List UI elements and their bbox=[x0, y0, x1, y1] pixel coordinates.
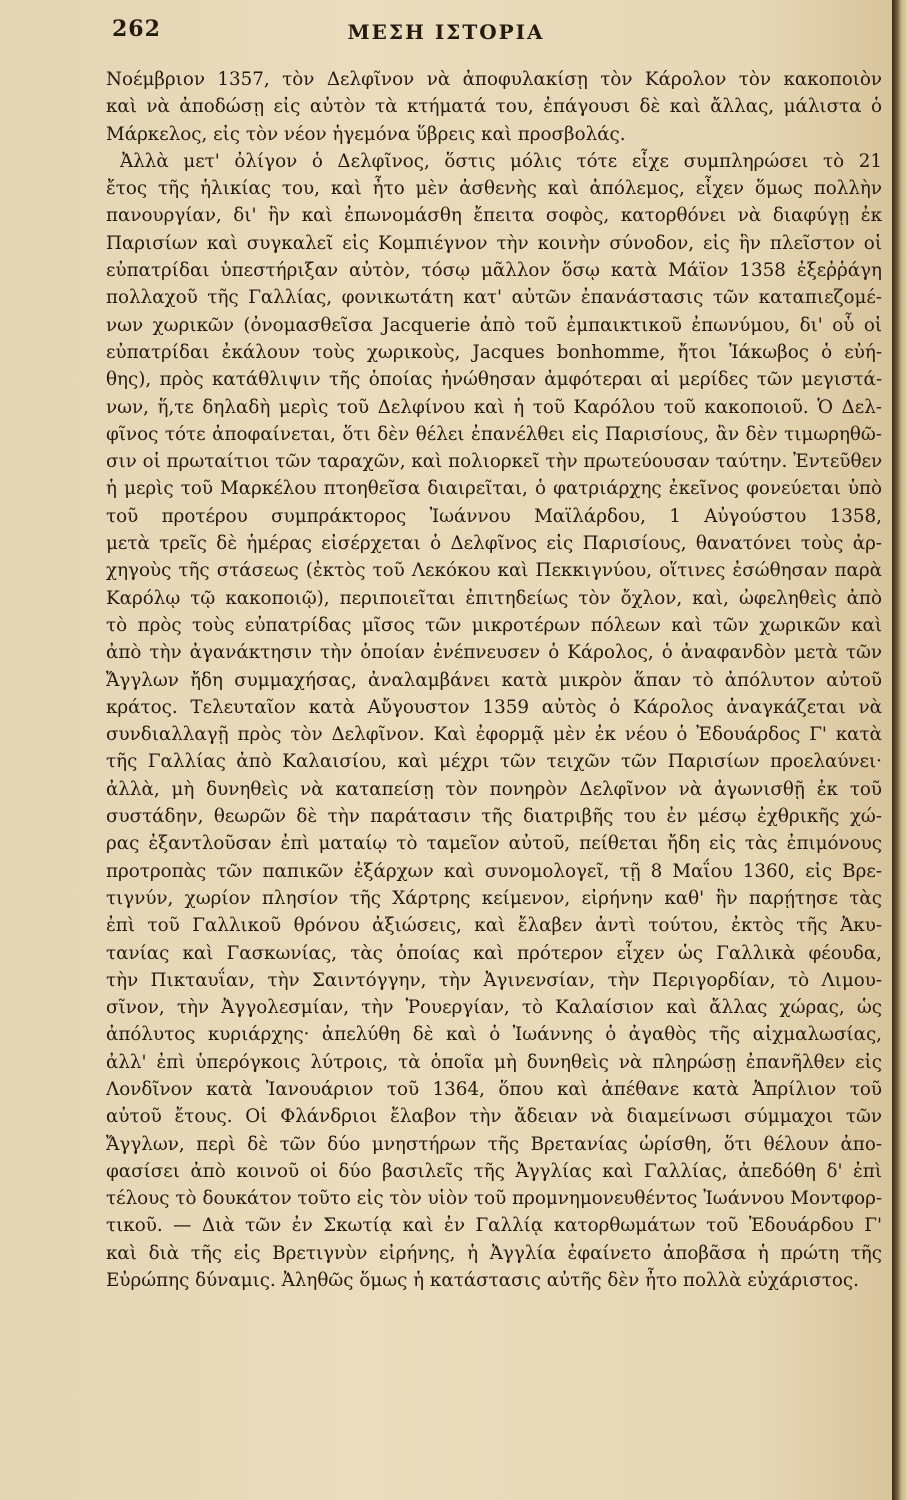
text-line: Λονδῖνον κατὰ Ἰανουάριον τοῦ 1364, ὅπου καὶ ἀπέθανε κατὰ Ἀπρίλιον τοῦ bbox=[106, 1078, 882, 1100]
text-line: ἀλλ' ἐπὶ ὑπερόγκοις λύτροις, τὰ ὁποῖα μὴ δυνηθεὶς νὰ πληρώσῃ ἐπανῆλθεν εἰς bbox=[106, 1051, 882, 1073]
page-edge-shadow bbox=[892, 0, 908, 1500]
text-line: προτροπὰς τῶν παπικῶν ἐξάρχων καὶ συνομολογεῖ, τῇ 8 Μαΐου 1360, εἰς Βρε- bbox=[106, 860, 882, 882]
text-line: μετὰ τρεῖς δὲ ἡμέρας εἰσέρχεται ὁ Δελφῖνος εἰς Παρισίους, θανατόνει τοὺς ἀρ- bbox=[106, 533, 882, 555]
text-line: πολλαχοῦ τῆς Γαλλίας, φονικωτάτη κατ' αὐτῶν ἐπανάστασις τῶν καταπιεζομέ- bbox=[106, 287, 882, 309]
text-line: εὐπατρίδαι ὑπεστήριξαν αὐτὸν, τόσῳ μᾶλλον ὅσῳ κατὰ Μάϊον 1358 ἐξεῤῥάγη bbox=[106, 260, 882, 282]
text-line: ἡ μερὶς τοῦ Μαρκέλου πτοηθεῖσα διαιρεῖται, ὁ φατριάρχης ἐκεῖνος φονεύεται ὑπὸ bbox=[106, 478, 882, 500]
page-header bbox=[0, 14, 892, 54]
text-line: ἐπὶ τοῦ Γαλλικοῦ θρόνου ἀξιώσεις, καὶ ἔλαβεν ἀντὶ τούτου, ἐκτὸς τῆς Ἀκυ- bbox=[106, 915, 882, 937]
text-line: Παρισίων καὶ συγκαλεῖ εἰς Κομπιέγνον τὴν κοινὴν σύνοδον, εἰς ἣν πλεῖστον οἱ bbox=[106, 232, 882, 254]
text-line: καὶ διὰ τῆς εἰς Βρετιγνὺν εἰρήνης, ἡ Ἀγγλία ἐφαίνετο ἀποβᾶσα ἡ πρώτη τῆς bbox=[106, 1242, 882, 1264]
text-line: Ἄγγλων ἤδη συμμαχήσας, ἀναλαμβάνει κατὰ μικρὸν ἅπαν τὸ ἀπόλυτον αὐτοῦ bbox=[106, 669, 882, 691]
text-line: Καρόλῳ τῷ κακοποιῷ), περιποιεῖται ἐπιτηδείως τὸν ὄχλον, καὶ, ὠφεληθεὶς ἀπὸ bbox=[106, 587, 882, 609]
text-line: συνδιαλλαγῇ πρὸς τὸν Δελφῖνον. Καὶ ἐφορμᾷ μὲν ἐκ νέου ὁ Ἐδουάρδος Γ' κατὰ bbox=[106, 724, 882, 746]
text-line: ἀπὸ τὴν ἀγανάκτησιν τὴν ὁποίαν ἐνέπνευσεν ὁ Κάρολος, ὁ ἀναφανδὸν μετὰ τῶν bbox=[106, 642, 882, 664]
text-line: τανίας καὶ Γασκωνίας, τὰς ὁποίας καὶ πρότερον εἶχεν ὡς Γαλλικὰ φέουδα, bbox=[106, 942, 882, 964]
text-line: τῆς Γαλλίας ἀπὸ Καλαισίου, καὶ μέχρι τῶν τειχῶν τῶν Παρισίων προελαύνει· bbox=[106, 751, 882, 773]
text-line: σῖνον, τὴν Ἀγγολεσμίαν, τὴν Ῥουεργίαν, τὸ Καλαίσιον καὶ ἄλλας χώρας, ὡς bbox=[106, 997, 882, 1019]
text-line: τὸ πρὸς τοὺς εὐπατρίδας μῖσος τῶν μικροτέρων πόλεων καὶ τῶν χωρικῶν καὶ bbox=[106, 614, 882, 636]
paragraph-first-line: Ἀλλὰ μετ' ὀλίγον ὁ Δελφῖνος, ὅστις μόλις τότε εἶχε συμπληρώσει τὸ 21 bbox=[120, 150, 882, 172]
text-line: νων χωρικῶν (ὀνομασθεῖσα Jacquerie ἀπὸ τοῦ ἐμπαικτικοῦ ἐπωνύμου, δι' οὗ οἱ bbox=[106, 314, 882, 336]
text-line: ἀλλὰ, μὴ δυνηθεὶς νὰ καταπείσῃ τὸν πονηρὸν Δελφῖνον νὰ ἀγωνισθῇ ἐκ τοῦ bbox=[106, 778, 882, 800]
text-line: θης), πρὸς κατάθλιψιν τῆς ὁποίας ἠνώθησαν ἀμφότεραι αἱ μερίδες τῶν μεγιστά- bbox=[106, 369, 882, 391]
text-line: κράτος. Τελευταῖον κατὰ Αὔγουστον 1359 αὐτὸς ὁ Κάρολος ἀναγκάζεται νὰ bbox=[106, 696, 882, 718]
text-line: Νοέμβριον 1357, τὸν Δελφῖνον νὰ ἀποφυλακίσῃ τὸν Κάρολον τὸν κακοποιὸν bbox=[106, 69, 882, 90]
text-line: τέλους τὸ δουκάτον τοῦτο εἰς τὸν υἱὸν τοῦ προμνημονευθέντος Ἰωάννου Μοντφορ- bbox=[106, 1188, 882, 1210]
text-line: αὐτοῦ ἔτους. Οἱ Φλάνδριοι ἔλαβον τὴν ἄδειαν νὰ διαμείνωσι σύμμαχοι τῶν bbox=[106, 1106, 882, 1128]
text-line: τιγνύν, χωρίον πλησίον τῆς Χάρτρης κείμενον, εἰρήνην καθ' ἣν παρῄτησε τὰς bbox=[106, 887, 882, 909]
text-line: τοῦ προτέρου συμπράκτορος Ἰωάννου Μαϊλάρδου, 1 Αὐγούστου 1358, bbox=[106, 505, 882, 527]
text-line: χηγοὺς τῆς στάσεως (ἐκτὸς τοῦ Λεκόκου καὶ Πεκκιγνύου, οἵτινες ἐσώθησαν παρὰ bbox=[106, 560, 882, 582]
text-line: πανουργίαν, δι' ἣν καὶ ἐπωνομάσθη ἔπειτα σοφὸς, κατορθόνει νὰ διαφύγῃ ἐκ bbox=[106, 205, 882, 227]
text-line: ρας ἐξαντλοῦσαν ἐπὶ ματαίῳ τὸ ταμεῖον αὐτοῦ, πείθεται ἤδη εἰς τὰς ἐπιμόνους bbox=[106, 833, 882, 855]
text-line: Ἄγγλων, περὶ δὲ τῶν δύο μνηστήρων τῆς Βρετανίας ὡρίσθη, ὅτι θέλουν ἀπο- bbox=[106, 1133, 882, 1155]
text-line: ἔτος τῆς ἡλικίας του, καὶ ἦτο μὲν ἀσθενὴς καὶ ἀπόλεμος, εἶχεν ὅμως πολλὴν bbox=[106, 178, 882, 200]
running-title: ΜΕΣΗ ΙΣΤΟΡΙΑ bbox=[347, 20, 545, 44]
text-line: φασίσει ἀπὸ κοινοῦ οἱ δύο βασιλεῖς τῆς Ἀγγλίας καὶ Γαλλίας, ἀπεδόθη δ' ἐπὶ bbox=[106, 1160, 882, 1182]
text-line: συστάδην, θεωρῶν δὲ τὴν παράτασιν τῆς διατριβῆς του ἐν μέσῳ ἐχθρικῆς χώ- bbox=[106, 806, 882, 828]
text-line: Εὐρώπης δύναμις. Ἀληθῶς ὅμως ἡ κατάστασις αὐτῆς δὲν ἦτο πολλὰ εὐχάριστος. bbox=[106, 1270, 859, 1292]
text-line: τὴν Πικταυΐαν, τὴν Σαιντόγγην, τὴν Ἀγινενσίαν, τὴν Περιγορδίαν, τὸ Λιμου- bbox=[106, 969, 882, 991]
text-line: Μάρκελος, εἰς τὸν νέον ἡγεμόνα ὕβρεις καὶ προσβολάς. bbox=[106, 123, 626, 145]
text-line: ἀπόλυτος κυριάρχης· ἀπελύθη δὲ καὶ ὁ Ἰωάννης ὁ ἀγαθὸς τῆς αἰχμαλωσίας, bbox=[106, 1024, 882, 1046]
page-number: 262 bbox=[112, 16, 161, 42]
text-line: τικοῦ. — Διὰ τῶν ἐν Σκωτίᾳ καὶ ἐν Γαλλίᾳ κατορθωμάτων τοῦ Ἐδουάρδου Γ' bbox=[106, 1215, 882, 1237]
body-text bbox=[106, 66, 882, 1294]
text-line: εὐπατρίδαι ἐκάλουν τοὺς χωρικοὺς, Jacques bonhomme, ἤτοι Ἰάκωβος ὁ εὐή- bbox=[106, 341, 882, 363]
text-line: φῖνος τότε ἀποφαίνεται, ὅτι δὲν θέλει ἐπανέλθει εἰς Παρισίους, ἂν δὲν τιμωρηθῶ- bbox=[106, 423, 882, 445]
text-line: καὶ νὰ ἀποδώσῃ εἰς αὐτὸν τὰ κτήματά του, ἐπάγουσι δὲ καὶ ἄλλας, μάλιστα ὁ bbox=[106, 96, 882, 118]
text-line: σιν οἱ πρωταίτιοι τῶν ταραχῶν, καὶ πολιορκεῖ τὴν πρωτεύουσαν ταύτην. Ἐντεῦθεν bbox=[106, 451, 882, 473]
text-line: νων, ἥ,τε δηλαδὴ μερὶς τοῦ Δελφίνου καὶ ἡ τοῦ Καρόλου τοῦ κακοποιοῦ. Ὁ Δελ- bbox=[106, 396, 882, 418]
